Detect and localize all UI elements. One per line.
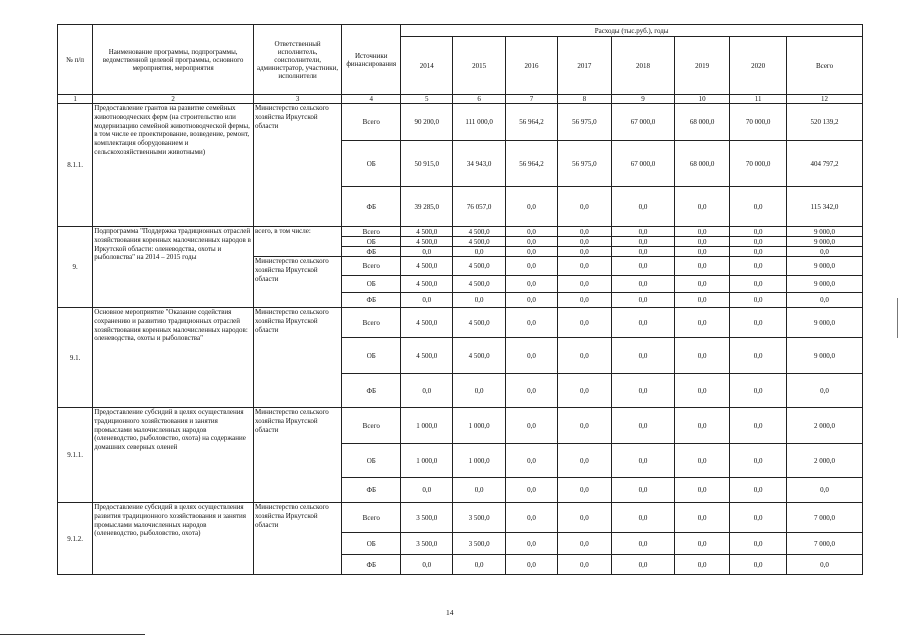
funding-source: ФБ <box>342 187 401 227</box>
year-value: 3 500,0 <box>401 503 453 533</box>
row-number: 9.1.1. <box>58 408 93 503</box>
year-value: 4 500,0 <box>401 276 453 293</box>
year-value: 0,0 <box>506 276 558 293</box>
year-value: 0,0 <box>675 227 730 237</box>
expenditure-table <box>57 24 863 575</box>
year-value: 0,0 <box>730 338 787 374</box>
year-value: 0,0 <box>506 374 558 408</box>
funding-source: ФБ <box>342 374 401 408</box>
year-value: 0,0 <box>611 237 674 247</box>
column-number: 8 <box>557 95 611 104</box>
year-value: 4 500,0 <box>401 338 453 374</box>
header-year: 2020 <box>730 37 787 95</box>
year-value: 0,0 <box>401 247 453 257</box>
year-value: 0,0 <box>730 237 787 247</box>
year-value: 70 000,0 <box>730 141 787 187</box>
year-value: 0,0 <box>557 257 611 276</box>
year-value: 0,0 <box>506 247 558 257</box>
column-number: 4 <box>342 95 401 104</box>
total-value: 2 000,0 <box>787 408 863 444</box>
year-value: 0,0 <box>675 555 730 575</box>
year-value: 0,0 <box>611 293 674 308</box>
year-value: 0,0 <box>506 187 558 227</box>
measure-name: Подпрограмма "Поддержка традиционных отраслей хозяйствования коренных малочисленных народов в Иркутской области: оленеводства, охоты и рыболовства" на 2014 – 2015 годы <box>93 227 254 308</box>
year-value: 0,0 <box>675 478 730 503</box>
header-total: Всего <box>787 37 863 95</box>
year-value: 4 500,0 <box>453 237 506 247</box>
total-value: 520 139,2 <box>787 104 863 141</box>
total-value: 9 000,0 <box>787 257 863 276</box>
year-value: 0,0 <box>557 237 611 247</box>
year-value: 0,0 <box>506 257 558 276</box>
year-value: 0,0 <box>506 478 558 503</box>
year-value: 0,0 <box>557 374 611 408</box>
year-value: 4 500,0 <box>401 257 453 276</box>
column-number: 3 <box>254 95 342 104</box>
year-value: 0,0 <box>557 503 611 533</box>
year-value: 0,0 <box>557 478 611 503</box>
year-value: 1 000,0 <box>453 408 506 444</box>
year-value: 0,0 <box>730 308 787 338</box>
header-exec: Ответственный исполнитель, соисполнители, администратор, участники, исполнители <box>254 25 342 95</box>
year-value: 0,0 <box>506 408 558 444</box>
measure-name: Основное мероприятие "Оказание содействия сохранению и развитию традиционных отраслей хозяйствования коренных малочисленных народов: оленеводства, охоты и рыболовства" <box>93 308 254 408</box>
year-value: 0,0 <box>611 247 674 257</box>
funding-source: ФБ <box>342 478 401 503</box>
year-value: 0,0 <box>730 555 787 575</box>
total-value: 404 797,2 <box>787 141 863 187</box>
row-number: 8.1.1. <box>58 104 93 227</box>
year-value: 0,0 <box>611 338 674 374</box>
table-row <box>58 104 863 141</box>
year-value: 0,0 <box>730 478 787 503</box>
header-name: Наименование программы, подпрограммы, ведомственной целевой программы, основного мероприятия, мероприятия <box>93 25 254 95</box>
table-row <box>58 308 863 338</box>
funding-source: ФБ <box>342 555 401 575</box>
year-value: 0,0 <box>611 227 674 237</box>
header-num: № п/п <box>58 25 93 95</box>
total-value: 9 000,0 <box>787 338 863 374</box>
year-value: 0,0 <box>506 533 558 555</box>
year-value: 0,0 <box>675 257 730 276</box>
year-value: 0,0 <box>730 187 787 227</box>
year-value: 0,0 <box>675 308 730 338</box>
year-value: 0,0 <box>611 555 674 575</box>
column-number: 9 <box>611 95 674 104</box>
funding-source: Всего <box>342 308 401 338</box>
total-value: 7 000,0 <box>787 533 863 555</box>
year-value: 50 915,0 <box>401 141 453 187</box>
funding-source: ОБ <box>342 276 401 293</box>
year-value: 0,0 <box>675 237 730 247</box>
year-value: 0,0 <box>506 503 558 533</box>
year-value: 0,0 <box>611 478 674 503</box>
year-value: 0,0 <box>675 247 730 257</box>
header-year: 2018 <box>611 37 674 95</box>
year-value: 0,0 <box>730 227 787 237</box>
year-value: 0,0 <box>675 187 730 227</box>
total-value: 9 000,0 <box>787 308 863 338</box>
year-value: 0,0 <box>401 374 453 408</box>
year-value: 67 000,0 <box>611 141 674 187</box>
year-value: 0,0 <box>730 257 787 276</box>
year-value: 0,0 <box>611 503 674 533</box>
year-value: 4 500,0 <box>453 257 506 276</box>
year-value: 0,0 <box>506 308 558 338</box>
year-value: 0,0 <box>506 338 558 374</box>
funding-source: ОБ <box>342 141 401 187</box>
total-value: 9 000,0 <box>787 227 863 237</box>
header-source: Источники финансирования <box>342 25 401 95</box>
year-value: 1 000,0 <box>401 408 453 444</box>
year-value: 0,0 <box>506 293 558 308</box>
year-value: 0,0 <box>675 276 730 293</box>
year-value: 0,0 <box>453 478 506 503</box>
total-value: 0,0 <box>787 555 863 575</box>
year-value: 0,0 <box>611 444 674 478</box>
year-value: 0,0 <box>611 533 674 555</box>
year-value: 0,0 <box>453 374 506 408</box>
scan-edge-line <box>0 634 145 635</box>
funding-source: ФБ <box>342 247 401 257</box>
year-value: 0,0 <box>557 227 611 237</box>
column-number: 10 <box>675 95 730 104</box>
table-row <box>58 408 863 444</box>
year-value: 0,0 <box>506 444 558 478</box>
funding-source: Всего <box>342 104 401 141</box>
year-value: 0,0 <box>557 408 611 444</box>
column-number: 12 <box>787 95 863 104</box>
year-value: 4 500,0 <box>453 338 506 374</box>
year-value: 4 500,0 <box>401 227 453 237</box>
row-number: 9.1. <box>58 308 93 408</box>
year-value: 3 500,0 <box>453 533 506 555</box>
header-year: 2014 <box>401 37 453 95</box>
total-value: 0,0 <box>787 293 863 308</box>
total-value: 0,0 <box>787 374 863 408</box>
year-value: 0,0 <box>611 257 674 276</box>
year-value: 68 000,0 <box>675 104 730 141</box>
year-value: 0,0 <box>730 533 787 555</box>
year-value: 67 000,0 <box>611 104 674 141</box>
year-value: 0,0 <box>730 503 787 533</box>
header-expenses: Расходы (тыс.руб.), годы <box>401 25 863 37</box>
header-row-top <box>58 25 863 37</box>
funding-source: Всего <box>342 227 401 237</box>
measure-name: Предоставление грантов на развитие семейных животноводческих ферм (на строительство или модернизацию семейной животноводческой фермы, в том числе ее проектирование, возведение, ремонт, комплектация оборудованием и сельскохозяйственными животными) <box>93 104 254 227</box>
year-value: 0,0 <box>401 293 453 308</box>
executor: Министерство сельского хозяйства Иркутской области <box>254 308 342 408</box>
header-year: 2016 <box>506 37 558 95</box>
year-value: 56 964,2 <box>506 141 558 187</box>
year-value: 76 057,0 <box>453 187 506 227</box>
year-value: 0,0 <box>401 478 453 503</box>
column-number: 1 <box>58 95 93 104</box>
table-row <box>58 227 863 237</box>
executor: Министерство сельского хозяйства Иркутской области <box>254 503 342 575</box>
header-year: 2017 <box>557 37 611 95</box>
funding-source: ОБ <box>342 533 401 555</box>
header-year: 2019 <box>675 37 730 95</box>
column-number: 7 <box>506 95 558 104</box>
executor: Министерство сельского хозяйства Иркутской области <box>254 104 342 227</box>
year-value: 0,0 <box>611 408 674 444</box>
year-value: 90 200,0 <box>401 104 453 141</box>
year-value: 56 975,0 <box>557 104 611 141</box>
column-number: 5 <box>401 95 453 104</box>
year-value: 4 500,0 <box>401 308 453 338</box>
scan-edge-mark <box>897 298 898 338</box>
year-value: 4 500,0 <box>453 227 506 237</box>
executor: Министерство сельского хозяйства Иркутской области <box>254 257 342 308</box>
year-value: 0,0 <box>675 503 730 533</box>
year-value: 0,0 <box>730 374 787 408</box>
year-value: 0,0 <box>557 533 611 555</box>
year-value: 3 500,0 <box>453 503 506 533</box>
year-value: 3 500,0 <box>401 533 453 555</box>
year-value: 0,0 <box>506 227 558 237</box>
year-value: 0,0 <box>557 293 611 308</box>
funding-source: ОБ <box>342 444 401 478</box>
page-number: 14 <box>446 608 454 617</box>
column-number: 6 <box>453 95 506 104</box>
column-numbers-row <box>58 95 863 104</box>
year-value: 0,0 <box>611 308 674 338</box>
funding-source: Всего <box>342 408 401 444</box>
year-value: 0,0 <box>730 408 787 444</box>
year-value: 1 000,0 <box>453 444 506 478</box>
year-value: 0,0 <box>401 555 453 575</box>
year-value: 0,0 <box>557 187 611 227</box>
year-value: 4 500,0 <box>453 308 506 338</box>
year-value: 0,0 <box>557 308 611 338</box>
column-number: 2 <box>93 95 254 104</box>
total-value: 115 342,0 <box>787 187 863 227</box>
year-value: 70 000,0 <box>730 104 787 141</box>
funding-source: ФБ <box>342 293 401 308</box>
total-value: 0,0 <box>787 478 863 503</box>
funding-source: ОБ <box>342 237 401 247</box>
year-value: 0,0 <box>557 444 611 478</box>
year-value: 0,0 <box>557 555 611 575</box>
funding-source: Всего <box>342 503 401 533</box>
year-value: 4 500,0 <box>401 237 453 247</box>
year-value: 56 975,0 <box>557 141 611 187</box>
measure-name: Предоставление субсидий в целях осуществления традиционного хозяйствования и занятия промыслами малочисленных народов (оленеводство, рыболовство, охота) на содержание домашних северных оленей <box>93 408 254 503</box>
year-value: 0,0 <box>453 247 506 257</box>
year-value: 0,0 <box>557 338 611 374</box>
year-value: 111 000,0 <box>453 104 506 141</box>
total-value: 9 000,0 <box>787 237 863 247</box>
column-number: 11 <box>730 95 787 104</box>
year-value: 0,0 <box>506 237 558 247</box>
total-value: 7 000,0 <box>787 503 863 533</box>
row-number: 9.1.2. <box>58 503 93 575</box>
total-value: 2 000,0 <box>787 444 863 478</box>
year-value: 0,0 <box>611 187 674 227</box>
year-value: 0,0 <box>453 293 506 308</box>
year-value: 1 000,0 <box>401 444 453 478</box>
year-value: 56 964,2 <box>506 104 558 141</box>
executor: Министерство сельского хозяйства Иркутской области <box>254 408 342 503</box>
year-value: 0,0 <box>557 247 611 257</box>
year-value: 0,0 <box>557 276 611 293</box>
year-value: 0,0 <box>675 408 730 444</box>
year-value: 0,0 <box>675 444 730 478</box>
year-value: 0,0 <box>675 338 730 374</box>
year-value: 0,0 <box>730 293 787 308</box>
executor: всего, в том числе: <box>254 227 342 257</box>
year-value: 34 943,0 <box>453 141 506 187</box>
year-value: 0,0 <box>730 444 787 478</box>
year-value: 0,0 <box>730 247 787 257</box>
year-value: 0,0 <box>675 533 730 555</box>
year-value: 0,0 <box>611 374 674 408</box>
year-value: 68 000,0 <box>675 141 730 187</box>
year-value: 0,0 <box>506 555 558 575</box>
total-value: 9 000,0 <box>787 276 863 293</box>
year-value: 0,0 <box>675 293 730 308</box>
total-value: 0,0 <box>787 247 863 257</box>
header-year: 2015 <box>453 37 506 95</box>
year-value: 0,0 <box>675 374 730 408</box>
measure-name: Предоставление субсидий в целях осуществления развития традиционного хозяйствования и занятия промыслами малочисленных народов (оленеводство, рыболовство, охота) <box>93 503 254 575</box>
year-value: 0,0 <box>611 276 674 293</box>
year-value: 0,0 <box>730 276 787 293</box>
funding-source: Всего <box>342 257 401 276</box>
row-number: 9. <box>58 227 93 308</box>
table-row <box>58 503 863 533</box>
year-value: 39 285,0 <box>401 187 453 227</box>
funding-source: ОБ <box>342 338 401 374</box>
year-value: 4 500,0 <box>453 276 506 293</box>
year-value: 0,0 <box>453 555 506 575</box>
